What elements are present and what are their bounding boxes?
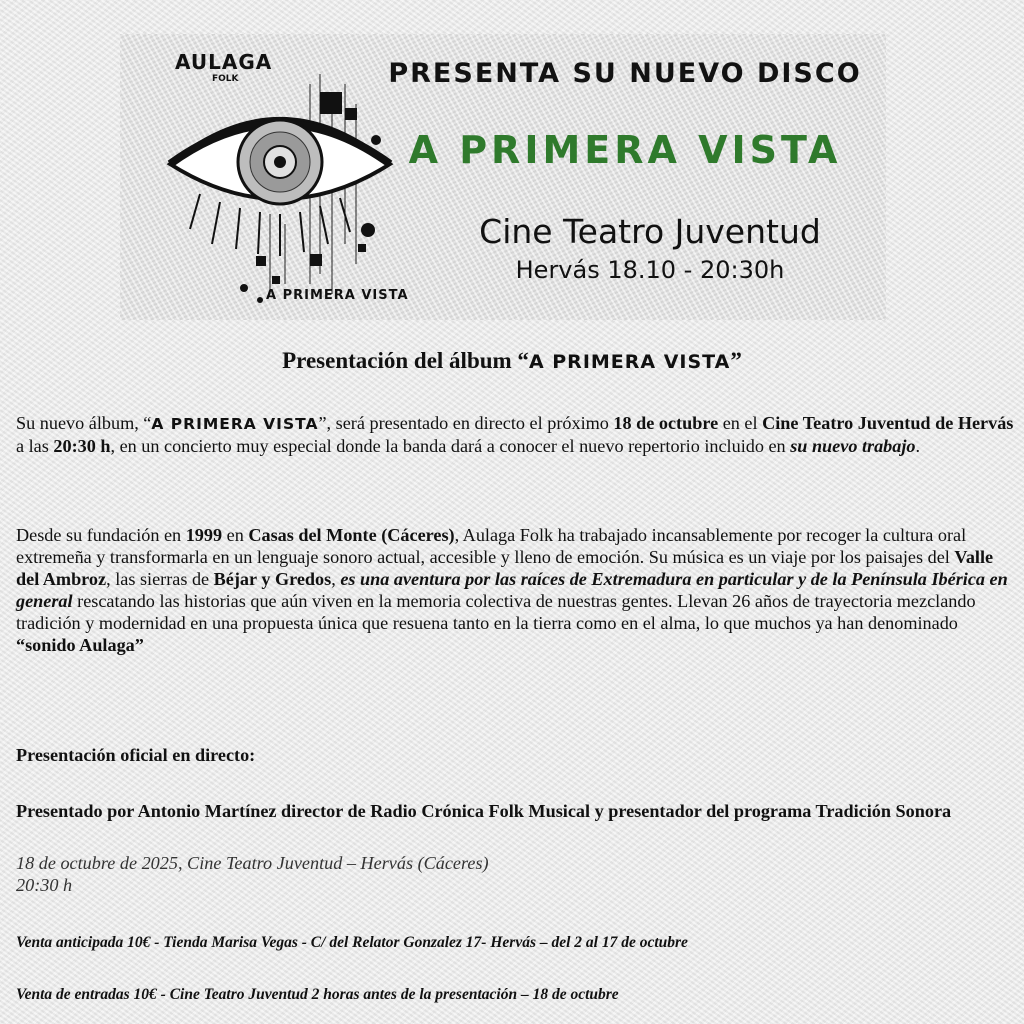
p1-text-6: . <box>915 436 921 456</box>
p2-text-4: , las sierras de <box>106 569 214 589</box>
p2-text-5: , <box>331 569 341 589</box>
p2-text-3: , Aulaga Folk ha trabajado incansablemente por recoger la cultura oral extremeña y transformarla en un lenguaje sonoro actual, accesible y lleno de emoción. Su música es un viaje por los paisajes del <box>16 525 967 567</box>
p1-text-5: , en un concierto muy especial donde la banda dará a conocer el nuevo repertorio incluido en <box>110 436 791 456</box>
brand-logo-subtext: FOLK <box>212 74 239 84</box>
page-heading <box>0 348 1024 374</box>
venue-date-time: Hervás 18.10 - 20:30h <box>515 256 785 284</box>
p1-text-3: en el <box>718 413 763 433</box>
heading-suffix: ” <box>730 348 742 373</box>
eye-artwork <box>160 44 410 316</box>
venue-name: Cine Teatro Juventud <box>479 212 821 251</box>
artwork-caption: A PRIMERA VISTA <box>266 288 409 303</box>
p2-text-1: Desde su fundación en <box>16 525 186 545</box>
p1-text-4: a las <box>16 436 54 456</box>
p2-year: 1999 <box>185 525 223 545</box>
p1-venue: Cine Teatro Juventud de Hervás <box>762 413 1014 433</box>
album-title: A PRIMERA VISTA <box>408 128 842 172</box>
event-date-line: 18 de octubre de 2025, Cine Teatro Juventud – Hervás (Cáceres) <box>16 853 489 873</box>
heading-prefix: Presentación del álbum “ <box>282 348 529 373</box>
p2-mountains: Béjar y Gredos <box>213 569 332 589</box>
brand-logo-text: AULAGA <box>175 50 273 74</box>
p1-new-work: su nuevo trabajo <box>790 436 916 456</box>
p1-time: 20:30 h <box>53 436 111 456</box>
p2-valley: Valle del Ambroz <box>16 547 994 589</box>
presenter-line: Presentado por Antonio Martínez director de Radio Crónica Folk Musical y presentador del programa Tradición Sonora <box>16 801 952 821</box>
official-section-title: Presentación oficial en directo: <box>16 745 256 765</box>
door-sale-info: Venta de entradas 10€ - Cine Teatro Juventud 2 horas antes de la presentación – 18 de octubre <box>16 986 619 1003</box>
event-banner <box>120 34 886 320</box>
heading-album: A PRIMERA VISTA <box>528 351 731 373</box>
history-paragraph <box>16 524 1016 656</box>
p1-text-2: ”, será presentado en directo el próximo <box>318 413 614 433</box>
p2-text-6: rescatando las historias que aún viven en la memoria colectiva de nuestras gentes. Llevan 26 años de trayectoria mezclando tradición y modernidad en una propuesta única que resuena tanto en la tierra como en el alma, lo que muchos ya han denominado <box>16 591 976 633</box>
banner-tagline: PRESENTA SU NUEVO DISCO <box>388 58 862 89</box>
p2-adventure: es una aventura por las raíces de Extremadura en particular y de la Península Ibérica en general <box>16 569 1008 611</box>
p1-text-1: Su nuevo álbum, “ <box>16 413 152 433</box>
p2-place: Casas del Monte (Cáceres) <box>248 525 455 545</box>
p1-album-name: A PRIMERA VISTA <box>151 415 319 433</box>
p2-sound: “sonido Aulaga” <box>16 635 144 655</box>
p2-text-2: en <box>222 525 249 545</box>
p1-date: 18 de octubre <box>613 413 719 433</box>
event-time-line: 20:30 h <box>16 875 73 895</box>
advance-sale-info: Venta anticipada 10€ - Tienda Marisa Vegas - C/ del Relator Gonzalez 17- Hervás – del 2 al 17 de octubre <box>16 934 688 951</box>
intro-paragraph <box>16 412 1016 457</box>
